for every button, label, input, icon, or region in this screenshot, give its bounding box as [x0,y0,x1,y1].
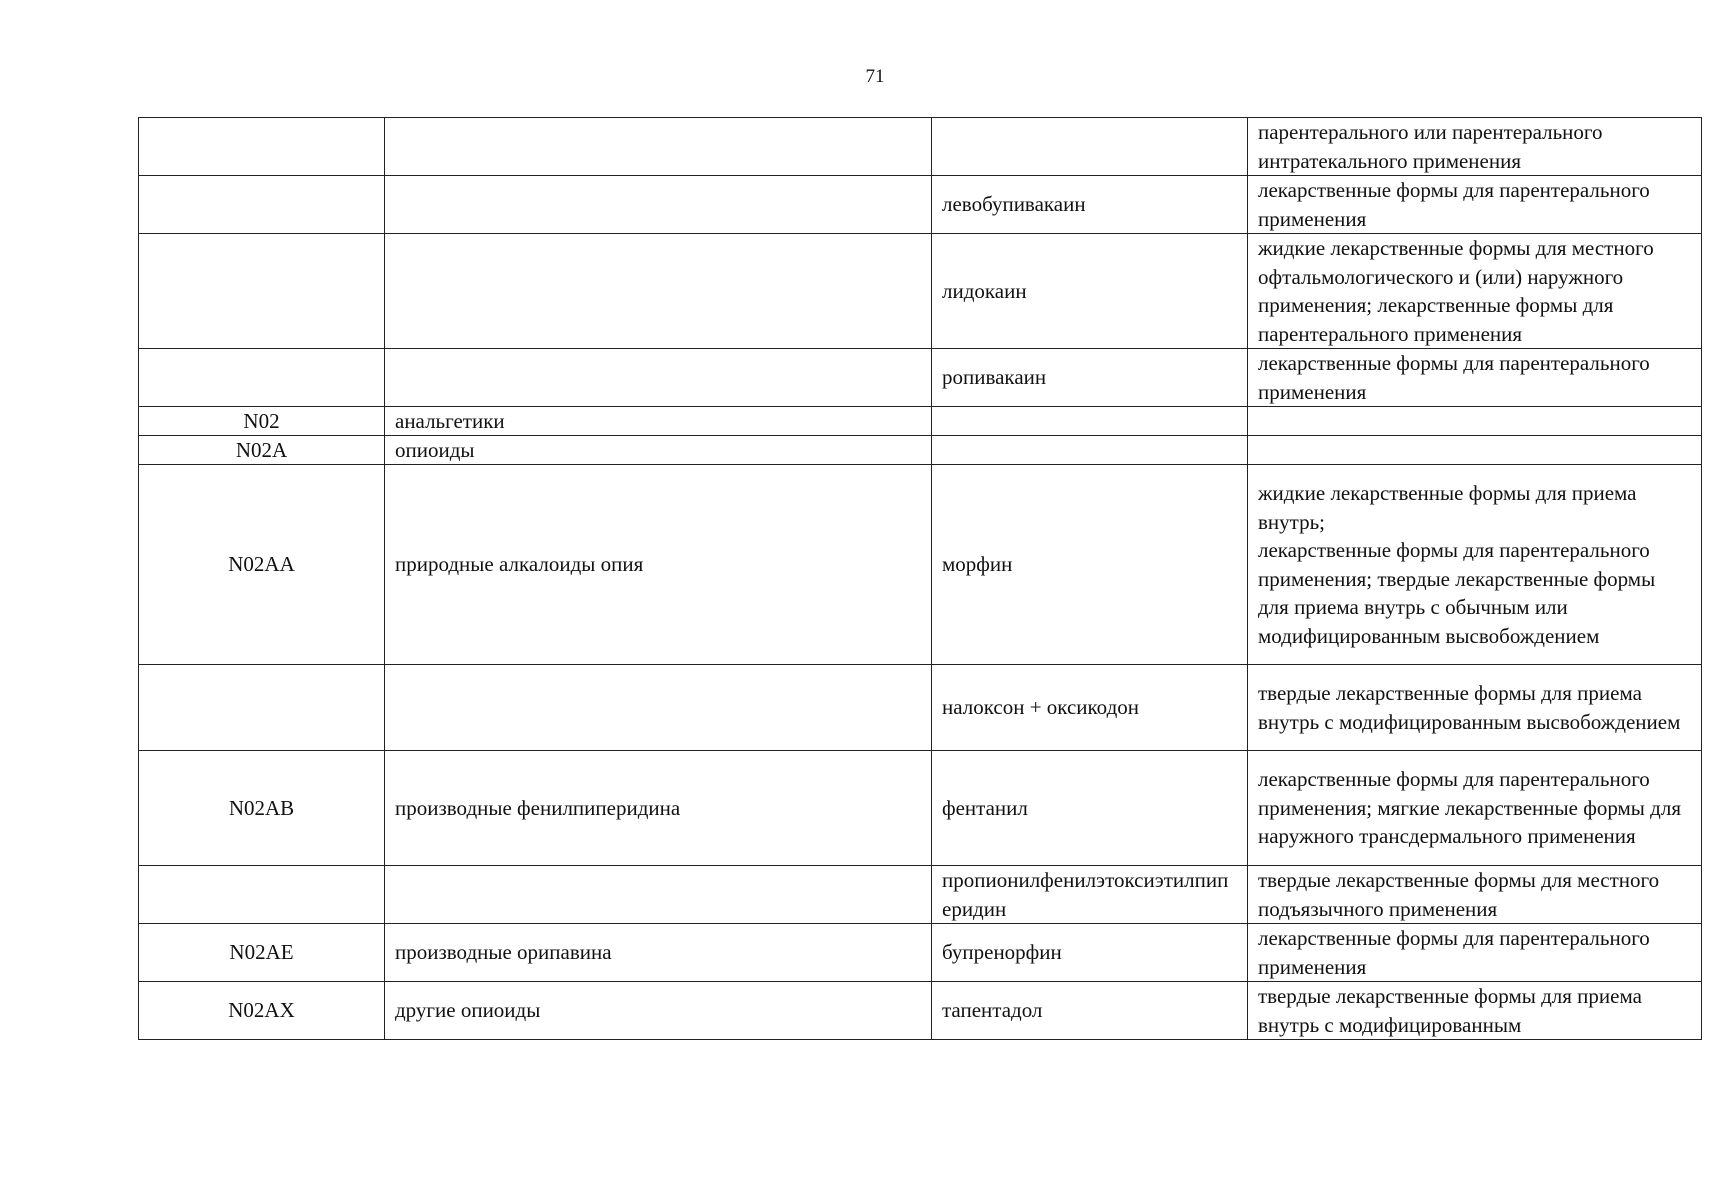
dosage-forms: лекарственные формы для парентерального применения; мягкие лекарственные формы для наружного трансдермального применения [1248,751,1702,866]
atc-code: N02A [139,436,385,465]
substance-name: фентанил [932,751,1248,866]
group-name [385,118,932,176]
table-row [139,982,1702,1040]
table-row [139,465,1702,665]
table-row [139,407,1702,436]
dosage-forms: твердые лекарственные формы для приема внутрь с модифицированным высвобождением [1248,665,1702,751]
atc-code [139,118,385,176]
atc-code [139,234,385,349]
group-name [385,866,932,924]
group-name: природные алкалоиды опия [385,465,932,665]
substance-name: бупренорфин [932,924,1248,982]
dosage-forms: твердые лекарственные формы для приема внутрь с модифицированным [1248,982,1702,1040]
dosage-forms: жидкие лекарственные формы для местного офтальмологического и (или) наружного применения; лекарственные формы для парентерального применения [1248,234,1702,349]
table-row [139,924,1702,982]
group-name: опиоиды [385,436,932,465]
atc-code: N02AA [139,465,385,665]
page-number: 71 [865,66,885,87]
substance-name: лидокаин [932,234,1248,349]
atc-code: N02AX [139,982,385,1040]
atc-code: N02 [139,407,385,436]
substance-name [932,436,1248,465]
substance-name: левобупивакаин [932,176,1248,234]
table-row [139,436,1702,465]
group-name: анальгетики [385,407,932,436]
substance-name: ропивакаин [932,349,1248,407]
substance-name: тапентадол [932,982,1248,1040]
table-row [139,176,1702,234]
group-name: производные фенилпиперидина [385,751,932,866]
atc-code [139,349,385,407]
dosage-forms [1248,407,1702,436]
group-name: другие опиоиды [385,982,932,1040]
dosage-forms: лекарственные формы для парентерального применения [1248,176,1702,234]
group-name [385,176,932,234]
atc-code: N02AE [139,924,385,982]
atc-code [139,176,385,234]
substance-name: морфин [932,465,1248,665]
dosage-forms: лекарственные формы для парентерального применения [1248,924,1702,982]
table-row [139,866,1702,924]
table-row [139,234,1702,349]
table-row [139,349,1702,407]
substance-name: налоксон + оксикодон [932,665,1248,751]
group-name [385,665,932,751]
dosage-forms [1248,436,1702,465]
dosage-forms: парентерального или парентерального интратекального применения [1248,118,1702,176]
table-row [139,118,1702,176]
atc-code [139,866,385,924]
table-row [139,665,1702,751]
atc-code: N02AB [139,751,385,866]
group-name [385,234,932,349]
group-name [385,349,932,407]
drug-table [138,117,1702,1040]
dosage-forms: жидкие лекарственные формы для приема внутрь; лекарственные формы для парентерального применения; твердые лекарственные формы для приема внутрь с обычным или модифицированным высвобождением [1248,465,1702,665]
substance-name [932,118,1248,176]
substance-name [932,407,1248,436]
table-row [139,751,1702,866]
dosage-forms: твердые лекарственные формы для местного подъязычного применения [1248,866,1702,924]
substance-name: пропионилфенилэтоксиэтилпиперидин [932,866,1248,924]
dosage-forms: лекарственные формы для парентерального применения [1248,349,1702,407]
atc-code [139,665,385,751]
group-name: производные орипавина [385,924,932,982]
